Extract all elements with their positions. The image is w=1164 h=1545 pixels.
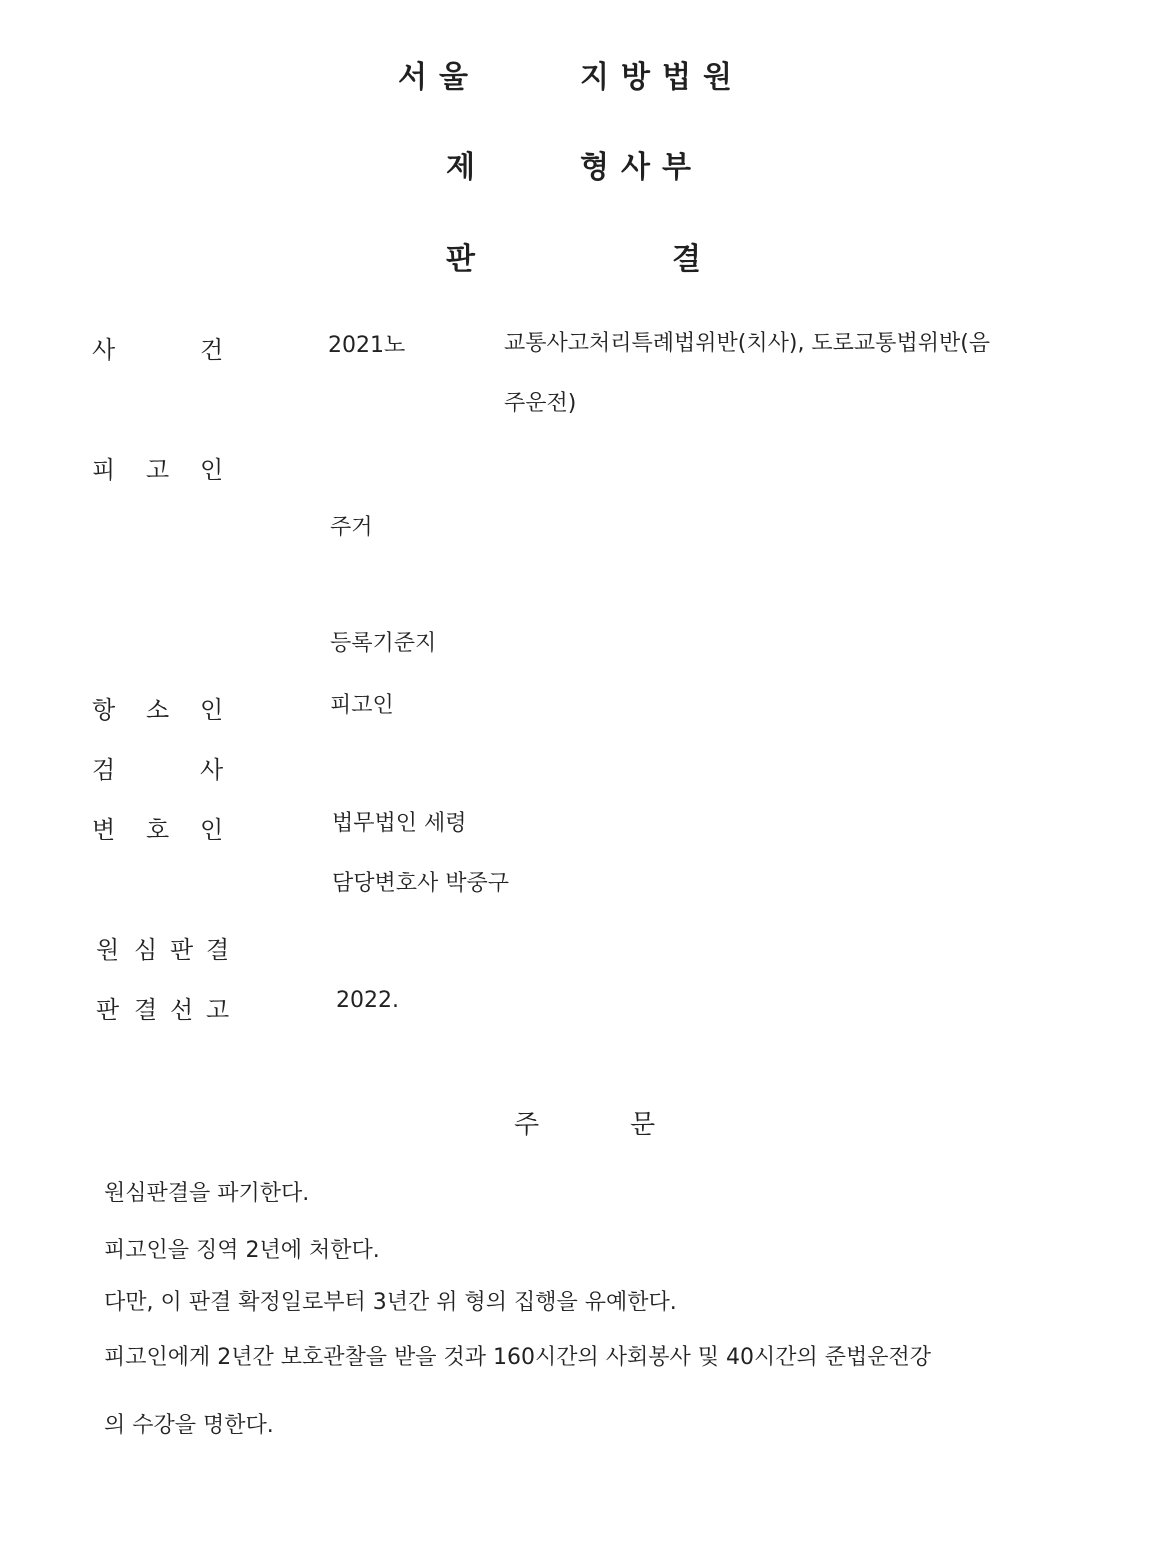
- registration-label: 등록기준지: [330, 631, 437, 656]
- defendant-label-char-1: 피: [92, 456, 116, 484]
- appellant-label-char-2: 소: [146, 696, 170, 724]
- order-line-3: 다만, 이 판결 확정일로부터 3년간 위 형의 집행을 유예한다.: [104, 1290, 677, 1315]
- counsel-label-char-1: 변: [92, 816, 116, 844]
- court-name-left: 서울: [398, 60, 480, 95]
- sentencing-label-char-2: 결: [134, 996, 158, 1024]
- counsel-label-char-2: 호: [146, 816, 170, 844]
- prosecutor-label-char-1: 검: [92, 756, 116, 784]
- sentencing-label-char-4: 고: [206, 996, 230, 1024]
- case-label-char-2: 건: [200, 336, 224, 364]
- appellant-label-char-3: 인: [200, 696, 224, 724]
- sentencing-label-char-1: 판: [96, 996, 120, 1024]
- appellant-label-char-1: 항: [92, 696, 116, 724]
- case-name-line-1: 교통사고처리특례법위반(치사), 도로교통법위반(음: [504, 331, 991, 356]
- sentencing-date: 2022.: [336, 988, 399, 1013]
- prosecutor-label-char-2: 사: [200, 756, 224, 784]
- original-judgment-label-char-3: 판: [170, 936, 194, 964]
- order-line-5: 의 수강을 명한다.: [104, 1413, 274, 1438]
- sentencing-label-char-3: 선: [170, 996, 194, 1024]
- order-line-2: 피고인을 징역 2년에 처한다.: [104, 1238, 380, 1263]
- order-heading-left: 주: [514, 1110, 540, 1140]
- order-line-4: 피고인에게 2년간 보호관찰을 받을 것과 160시간의 사회봉사 및 40시간의 준법운전강: [104, 1345, 931, 1370]
- case-label-char-1: 사: [92, 336, 116, 364]
- order-heading-right: 문: [630, 1110, 656, 1140]
- defendant-label-char-3: 인: [200, 456, 224, 484]
- original-judgment-label-char-1: 원: [96, 936, 120, 964]
- document-type-left: 판: [446, 242, 487, 277]
- case-name-line-2: 주운전): [504, 391, 577, 416]
- counsel-attorney: 담당변호사 박중구: [332, 871, 510, 896]
- original-judgment-label-char-4: 결: [206, 936, 230, 964]
- counsel-firm: 법무법인 세령: [332, 811, 467, 836]
- court-name-right: 지방법원: [580, 60, 744, 95]
- document-type-right: 결: [672, 242, 713, 277]
- counsel-label-char-3: 인: [200, 816, 224, 844]
- order-line-1: 원심판결을 파기한다.: [104, 1181, 310, 1206]
- division-left: 제: [446, 150, 487, 185]
- residence-label: 주거: [330, 515, 373, 540]
- defendant-label-char-2: 고: [146, 456, 170, 484]
- original-judgment-label-char-2: 심: [134, 936, 158, 964]
- division-right: 형사부: [580, 150, 703, 185]
- appellant-value: 피고인: [330, 693, 394, 718]
- case-number: 2021노: [328, 333, 406, 358]
